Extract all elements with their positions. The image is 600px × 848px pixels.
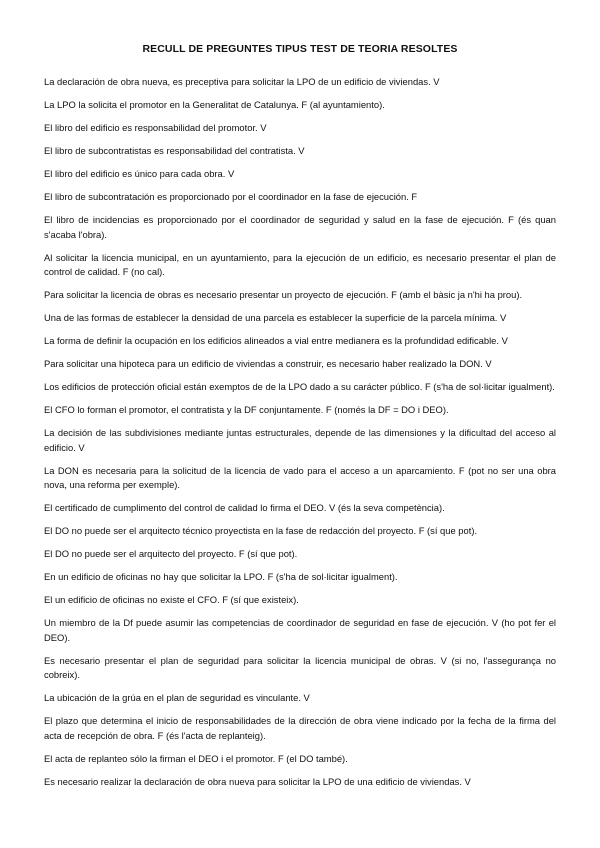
question-item: El un edificio de oficinas no existe el CFO. F (sí que existeix). xyxy=(44,594,299,605)
question-item: Es necesario presentar el plan de seguridad para solicitar la licencia municipal de obras. V (si no, l'assegurança no cobreix). xyxy=(44,654,556,680)
question-item: El DO no puede ser el arquitecto del proyecto. F (sí que pot). xyxy=(44,548,298,559)
question-item: El DO no puede ser el arquitecto técnico proyectista en la fase de redacción del proyecto. F (sí que pot). xyxy=(44,525,478,536)
question-item: El libro de subcontratación es proporcionado por el coordinador en la fase de ejecución. F xyxy=(44,191,418,202)
question-item: La LPO la solicita el promotor en la Generalitat de Catalunya. F (al ayuntamiento). xyxy=(44,99,385,110)
question-item: El libro del edificio es único para cada obra. V xyxy=(44,168,235,179)
question-item: En un edificio de oficinas no hay que solicitar la LPO. F (s'ha de sol·licitar igualment). xyxy=(44,571,398,582)
question-item: Es necesario realizar la declaración de obra nueva para solicitar la LPO de una edificio de viviendas. V xyxy=(44,775,471,787)
question-item: El libro de subcontratistas es responsabilidad del contratista. V xyxy=(44,145,305,156)
question-item: La declaración de obra nueva, es preceptiva para solicitar la LPO de un edificio de viviendas. V xyxy=(44,76,440,87)
question-item: La forma de definir la ocupación en los edificios alineados a vial entre medianera es la profundidad edificable. V xyxy=(44,335,508,346)
document-title: RECULL DE PREGUNTES TIPUS TEST DE TEORIA RESOLTES xyxy=(142,43,458,55)
question-item: La DON es necesaria para la solicitud de la licencia de vado para el acceso a un aparcamiento. F (pot no ser una obra nova, una reforma per exemple). xyxy=(44,464,556,490)
question-item: El certificado de cumplimento del control de calidad lo firma el DEO. V (és la seva competència). xyxy=(44,502,445,513)
question-item: El plazo que determina el inicio de responsabilidades de la dirección de obra viene indicado por la fecha de la firma del acta de recepción de obra. F (és l'acta de replanteig). xyxy=(44,715,556,741)
question-item: Una de las formas de establecer la densidad de una parcela es establecer la superficie de la parcela mínima. V xyxy=(44,312,507,323)
question-item: Al solicitar la licencia municipal, en un ayuntamiento, para la ejecución de un edificio, es necesario presentar el plan de control de calidad. F (no cal). xyxy=(44,251,556,277)
question-item: Los edificios de protección oficial están exemptos de de la LPO dado a su carácter público. F (s'ha de sol·licitar igualment). xyxy=(44,381,555,392)
question-item: Para solicitar la licencia de obras es necesario presentar un proyecto de ejecución. F (amb el bàsic ja n'hi ha prou). xyxy=(44,289,523,300)
question-item: Para solicitar una hipoteca para un edificio de viviendas a construir, es necesario haber realizado la DON. V xyxy=(44,358,492,369)
question-item: El acta de replanteo sólo la firman el DEO i el promotor. F (el DO també). xyxy=(44,752,348,764)
question-item: El libro del edificio es responsabilidad del promotor. V xyxy=(44,122,267,133)
question-list xyxy=(44,75,556,789)
question-item: La decisión de las subdivisiones mediante juntas estructurales, depende de las dimensiones y la dificultad del acceso al edificio. V xyxy=(44,427,556,453)
question-item: Un miembro de la Df puede asumir las competencias de coordinador de seguridad en fase de ejecución. V (ho pot fer el DEO). xyxy=(44,617,556,643)
document-page xyxy=(44,42,556,798)
question-item: La ubicación de la grúa en el plan de seguridad es vinculante. V xyxy=(44,692,310,703)
question-item: El libro de incidencias es proporcionado por el coordinador de seguridad y salud en la fase de ejecución. F (és quan s'acaba l'obra). xyxy=(44,214,556,240)
question-item: El CFO lo forman el promotor, el contratista y la DF conjuntamente. F (només la DF = DO i DEO). xyxy=(44,404,449,415)
